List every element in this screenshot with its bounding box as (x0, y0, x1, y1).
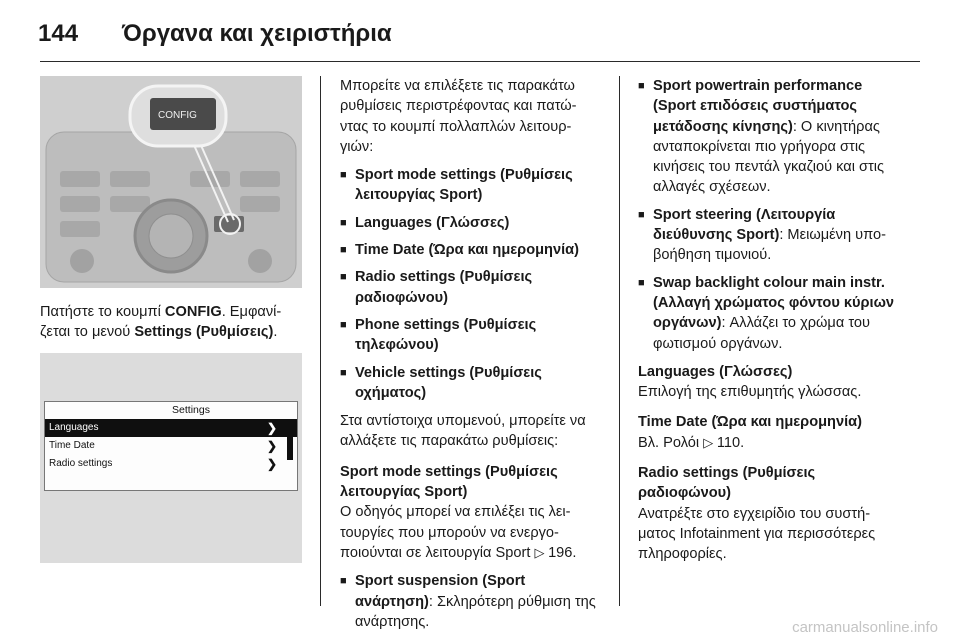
chevron-right-icon: ❯ (266, 456, 277, 471)
settings-item-radio[interactable]: Radio settings ❯ (49, 456, 277, 471)
list-item: ■ Phone settings (Ρυθμίσεις τηλεφώνου) (340, 315, 602, 356)
list-item: ■ Sport steering (Λειτουργία διεύθυνσης Sport): Μειωμένη υπο-βοήθηση τιμονιού. (638, 205, 900, 266)
list-item: ■ Languages (Γλώσσες) (340, 213, 602, 233)
sport-mode-heading: Sport mode settings (Ρυθμίσεις λειτουργίας Sport) (340, 463, 558, 501)
list-item: ■ Radio settings (Ρυθμίσεις ραδιοφώνου) (340, 267, 602, 308)
time-date-section (638, 412, 900, 453)
list-item: ■ Sport powertrain performance (Sport επιδόσεις συστήματος μετάδοσης κίνησης): Ο κινητήρας ανταποκρίνεται πιο γρήγορα στις κινήσεις του πεντάλ γκαζιού και στις αλλαγές σχέσεων. (638, 76, 900, 198)
chevron-right-icon: ❯ (266, 438, 277, 453)
page-number: 144 (38, 20, 79, 47)
column-divider-2 (619, 76, 620, 606)
settings-list (340, 165, 602, 403)
languages-section (638, 362, 900, 403)
settings-item-time-date[interactable]: Time Date ❯ (49, 438, 277, 453)
submenu-intro: Στα αντίστοιχα υπομενού, μπορείτε να αλλάξετε τις παρακάτω ρυθμίσεις: (340, 413, 586, 450)
header-rule (40, 61, 920, 62)
sport-options-list-cont (638, 76, 900, 354)
settings-item-languages[interactable]: Languages ❯ (45, 419, 297, 437)
time-date-heading: Time Date (Ώρα και ημερομηνία) (638, 414, 862, 431)
chevron-right-icon: ❯ (266, 420, 277, 435)
column-divider-1 (320, 76, 321, 606)
time-date-text: Βλ. Ρολόι ▷ 110. (638, 434, 745, 451)
sport-mode-text: Ο οδηγός μπορεί να επιλέξει τις λει-τουργίες που μπορούν να ενεργο-ποιούνται σε λειτουργία Sport ▷ 196. (340, 504, 577, 561)
watermark: carmanualsonline.info (792, 619, 938, 636)
list-item: ■ Sport mode settings (Ρυθμίσεις λειτουργίας Sport) (340, 165, 602, 206)
column-3 (638, 76, 900, 575)
page-ref-icon: ▷ (703, 434, 717, 450)
list-item: ■ Time Date (Ώρα και ημερομηνία) (340, 240, 602, 260)
radio-text: Ανατρέξτε στο εγχειρίδιο του συστή-ματος Infotainment για περισσότερες πληροφορίες. (638, 505, 876, 563)
languages-text: Επιλογή της επιθυμητής γλώσσας. (638, 384, 862, 401)
list-item: ■ Vehicle settings (Ρυθμίσεις οχήματος) (340, 363, 602, 404)
control-panel-photo (40, 76, 302, 288)
list-item: ■ Swap backlight colour main instr. (Αλλαγή χρώματος φόντου κύριων οργάνων): Αλλάζει το χρώμα του φωτισμού οργάνων. (638, 273, 900, 354)
scrollbar[interactable] (287, 420, 293, 460)
page-title: Όργανα και χειριστήρια (122, 20, 392, 47)
page-header (38, 14, 392, 54)
config-button-label: CONFIG (158, 110, 197, 121)
languages-heading: Languages (Γλώσσες) (638, 363, 793, 380)
column-1 (40, 76, 302, 563)
list-item: ■ Sport suspension (Sport ανάρτηση): Σκληρότερη ρύθμιση της ανάρτησης. (340, 571, 602, 632)
settings-display (44, 401, 298, 491)
column-2 (340, 76, 602, 640)
photo-caption: Πατήστε το κουμπί CONFIG. Εμφανί-ζεται το μενού Settings (Ρυθμίσεις). (40, 304, 282, 341)
intro-paragraph: Μπορείτε να επιλέξετε τις παρακάτω ρυθμίσεις περιστρέφοντας και πατώ-ντας το κουμπί πολλαπλών λειτουρ-γιών: (340, 78, 577, 155)
sport-options-list (340, 571, 602, 632)
page-ref-icon: ▷ (534, 544, 549, 560)
settings-screen-figure (40, 353, 302, 563)
radio-heading: Radio settings (Ρυθμίσεις ραδιοφώνου) (638, 465, 816, 502)
settings-title: Settings (172, 403, 210, 416)
radio-section (638, 463, 900, 564)
